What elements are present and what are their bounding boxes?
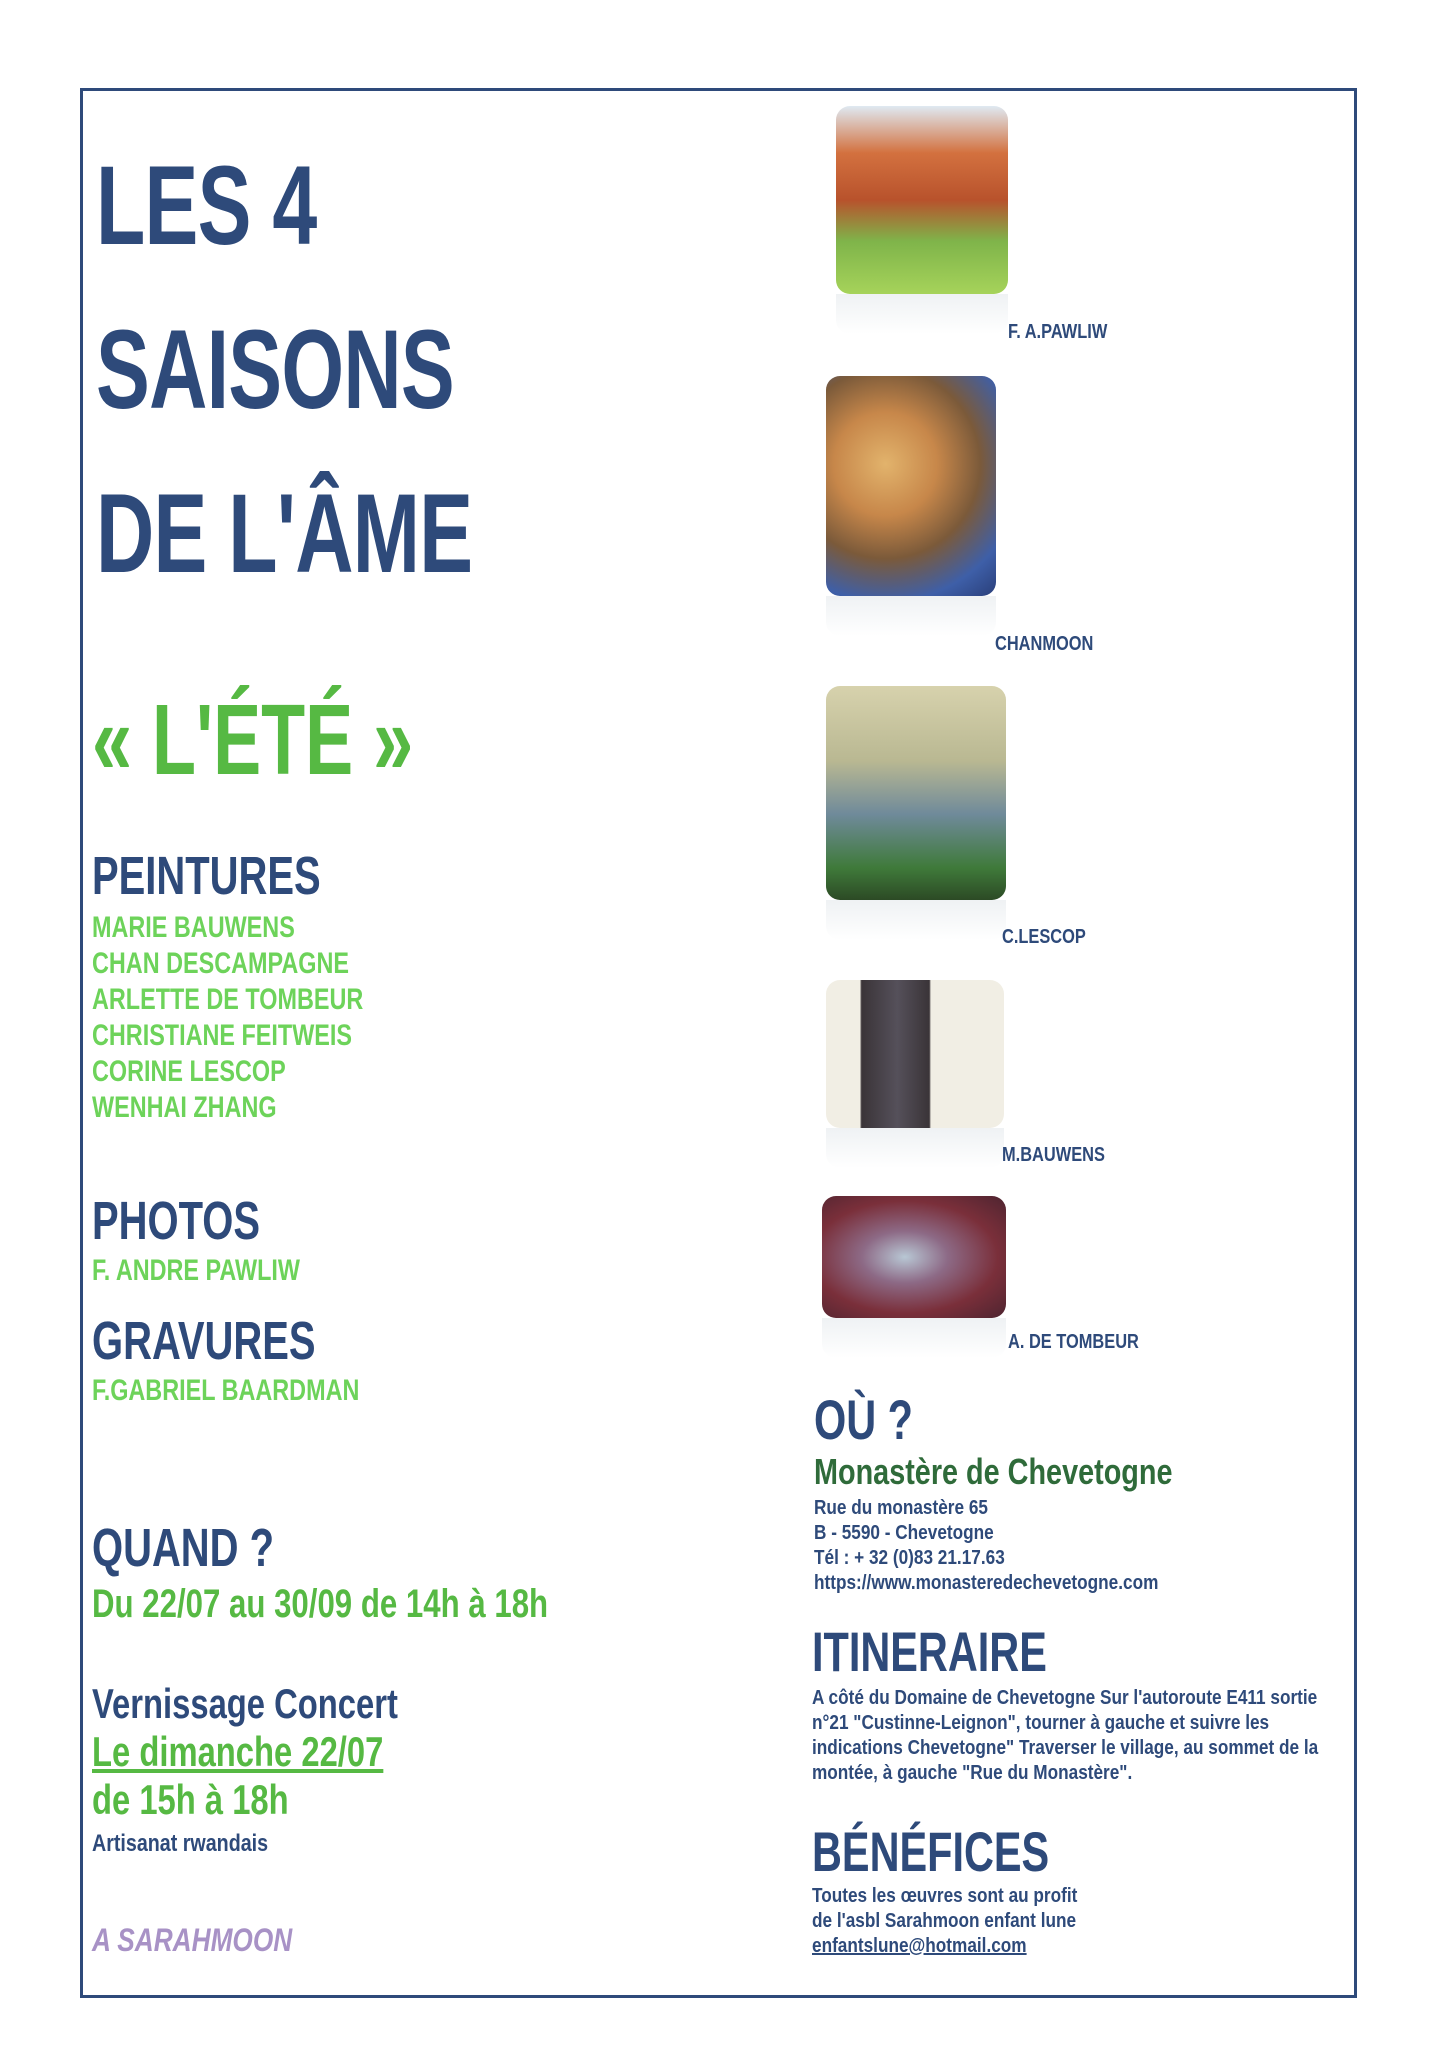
vernissage-date: Le dimanche 22/07: [92, 1728, 384, 1775]
quand-section: [92, 1520, 677, 1626]
photos-heading: PHOTOS: [92, 1191, 261, 1251]
artwork-credit: CHANMOON: [995, 633, 1094, 655]
artwork-reflection: [826, 900, 1006, 940]
title-line-2: SAISONS: [96, 307, 454, 432]
painter-name: CHRISTIANE FEITWEIS: [92, 1019, 353, 1052]
painter-name: MARIE BAUWENS: [92, 911, 295, 944]
vernissage-time: de 15h à 18h: [92, 1776, 289, 1823]
peintures-section: [92, 848, 440, 1126]
venue-website[interactable]: https://www.monasteredechevetogne.com: [814, 1572, 1159, 1594]
title-line-3: DE L'ÂME: [96, 471, 473, 596]
artwork-credit: F. A.PAWLIW: [1008, 321, 1108, 343]
artwork-chanmoon-image: [826, 376, 996, 596]
peintures-heading: PEINTURES: [92, 846, 321, 906]
contact-email-link[interactable]: enfantslune@hotmail.com: [812, 1935, 1027, 1957]
venue-street: Rue du monastère 65: [814, 1497, 988, 1519]
poster-title: [96, 143, 619, 596]
photos-section: [92, 1193, 359, 1289]
artwork-reflection: [826, 596, 996, 636]
photographer-name: F. ANDRE PAWLIW: [92, 1254, 300, 1287]
signature: A SARAHMOON: [92, 1922, 293, 1958]
title-line-1: LES 4: [96, 143, 317, 268]
benefices-section: [812, 1822, 1133, 1959]
painter-name: CHAN DESCAMPAGNE: [92, 947, 349, 980]
benefices-line: de l'asbl Sarahmoon enfant lune: [812, 1910, 1077, 1932]
vernissage-note: Artisanat rwandais: [92, 1830, 269, 1857]
benefices-line: Toutes les œuvres sont au profit: [812, 1885, 1078, 1907]
artwork-credit: M.BAUWENS: [1002, 1144, 1105, 1166]
engraver-name: F.GABRIEL BAARDMAN: [92, 1374, 360, 1407]
artwork-credit: C.LESCOP: [1002, 926, 1086, 948]
artwork-reflection: [822, 1318, 1006, 1358]
gravures-section: [92, 1313, 435, 1409]
ou-heading: OÙ ?: [814, 1388, 913, 1451]
itineraire-text: A côté du Domaine de Chevetogne Sur l'autoroute E411 sortie n°21 "Custinne-Leignon", tourner à gauche et suivre les indications Chevetogne" Traverser le village, au sommet de la montée, à gauche "Rue du Monastère".: [812, 1687, 1319, 1784]
venue-name: Monastère de Chevetogne: [814, 1451, 1173, 1492]
painter-name: ARLETTE DE TOMBEUR: [92, 983, 364, 1016]
painter-name: CORINE LESCOP: [92, 1055, 286, 1088]
ou-section: [814, 1390, 1262, 1596]
venue-city: B - 5590 - Chevetogne: [814, 1522, 994, 1544]
vernissage-section: [92, 1680, 484, 1858]
artwork-credit: A. DE TOMBEUR: [1008, 1331, 1139, 1353]
artwork-detombeur-image: [822, 1196, 1006, 1318]
itineraire-section: [812, 1622, 1422, 1786]
quand-dates: Du 22/07 au 30/09 de 14h à 18h: [92, 1582, 549, 1626]
artwork-reflection: [826, 1128, 1004, 1168]
artwork-lescop-image: [826, 686, 1006, 900]
itineraire-heading: ITINERAIRE: [812, 1620, 1047, 1683]
quand-heading: QUAND ?: [92, 1518, 275, 1578]
artwork-bauwens-image: [826, 980, 1004, 1128]
benefices-heading: BÉNÉFICES: [812, 1820, 1050, 1883]
artwork-reflection: [836, 294, 1008, 334]
venue-phone: Tél : + 32 (0)83 21.17.63: [814, 1547, 1005, 1569]
artwork-pawliw-image: [836, 106, 1008, 294]
season-title: « L'ÉTÉ »: [92, 684, 414, 796]
painter-name: WENHAI ZHANG: [92, 1091, 277, 1124]
vernissage-heading: Vernissage Concert: [92, 1680, 398, 1727]
gravures-heading: GRAVURES: [92, 1311, 316, 1371]
